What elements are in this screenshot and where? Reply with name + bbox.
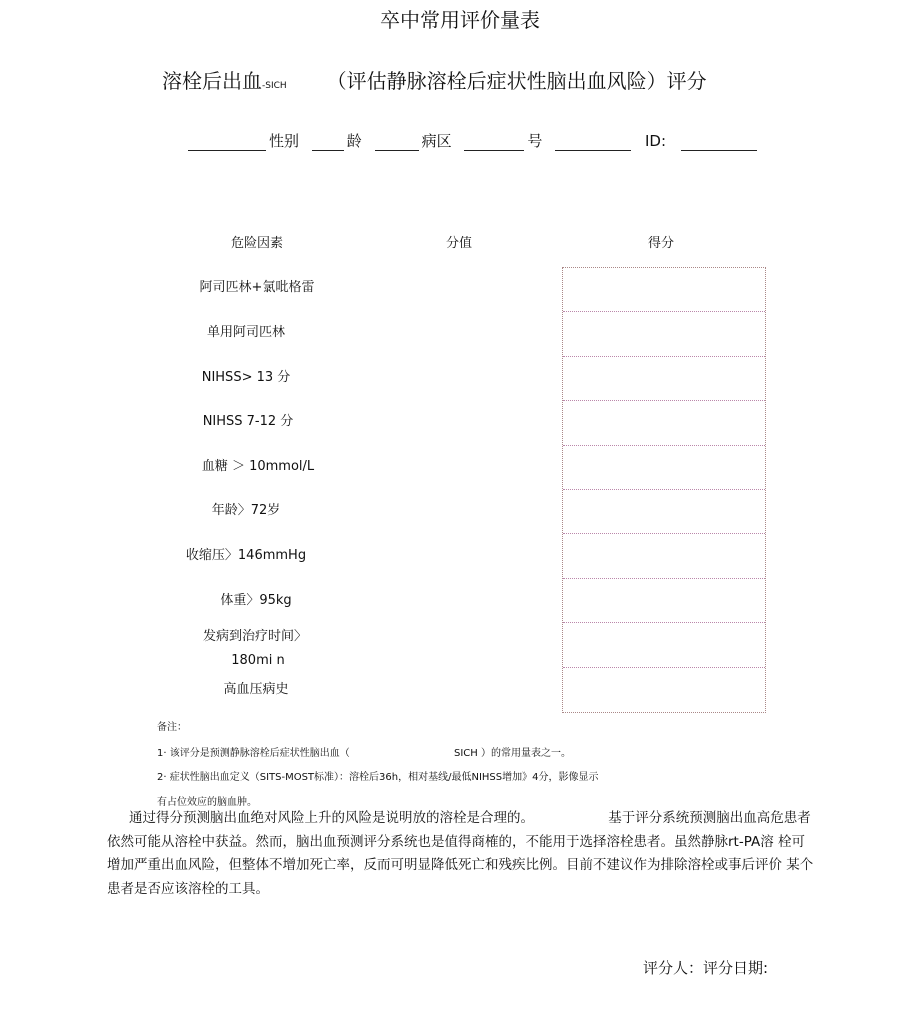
name-field[interactable] bbox=[188, 134, 266, 151]
score-cell[interactable] bbox=[563, 490, 765, 534]
risk-factor: 单用阿司匹林 bbox=[206, 325, 286, 340]
score-cell[interactable] bbox=[563, 668, 765, 712]
score-cell[interactable] bbox=[563, 357, 765, 401]
body-paragraph: 通过得分预测脑出血绝对风险上升的风险是说明放的溶栓是合理的。 基于评分系统预测脑出血高危患者依然可能从溶栓中获益。然而，脑出血预测评分系统也是值得商榷的，不能用于选择溶栓患者。虽然静脉rt-PA溶 栓可增加严重出血风险，但整体不增加死亡率，反而可明显降低死亡和残疾比例。目前不建议作为排除溶栓或事后评价 某个患者是否应该溶栓的工具。 bbox=[107, 810, 814, 897]
risk-factor: 体重〉95kg bbox=[220, 593, 292, 608]
header-score-value: 分值 bbox=[445, 236, 473, 251]
note-2: 2· 症状性脑出血定义（SITS-MOST标准）：溶栓后36h，相对基线/最低NIHSS增加》4分，影像显示 bbox=[157, 772, 599, 783]
subtitle-abbr: -SICH bbox=[262, 81, 287, 91]
gender-field[interactable] bbox=[312, 134, 344, 151]
score-cell[interactable] bbox=[563, 401, 765, 445]
header-score: 得分 bbox=[647, 236, 675, 251]
signature-line: 评分人：评分日期: bbox=[643, 959, 769, 977]
risk-factor: 180mi n bbox=[231, 653, 285, 668]
risk-factor: 收缩压〉146mmHg bbox=[185, 548, 307, 563]
scale-subtitle bbox=[162, 65, 707, 94]
score-cell[interactable] bbox=[563, 312, 765, 356]
subtitle-main: 溶栓后出血 bbox=[162, 69, 262, 93]
risk-factor: NIHSS 7-12 分 bbox=[202, 414, 294, 429]
note-2-cont: 有占位效应的脑血肿。 bbox=[157, 797, 257, 808]
number-field[interactable] bbox=[555, 134, 631, 151]
patient-info-line bbox=[188, 130, 760, 151]
risk-factor: 年龄〉72岁 bbox=[211, 503, 281, 518]
risk-factor: 阿司匹林+氯吡格雷 bbox=[199, 280, 315, 295]
risk-factor: 发病到治疗时间〉 bbox=[202, 629, 308, 644]
note-1b: SICH ）的常用量表之一。 bbox=[454, 748, 571, 759]
id-field[interactable] bbox=[681, 134, 757, 151]
gender-label: 性别 bbox=[269, 132, 300, 150]
score-cell[interactable] bbox=[563, 268, 765, 312]
number-label: 号 bbox=[527, 132, 543, 150]
subtitle-desc: （评估静脉溶栓后症状性脑出血风险）评分 bbox=[326, 69, 707, 93]
risk-factor: 高血压病史 bbox=[223, 682, 289, 697]
score-cell[interactable] bbox=[563, 446, 765, 490]
risk-factor: 血糖 ＞ 10mmol/L bbox=[201, 459, 315, 474]
score-cell[interactable] bbox=[563, 579, 765, 623]
age-label: 龄 bbox=[346, 132, 362, 150]
notes-heading: 备注： bbox=[157, 722, 187, 733]
score-column bbox=[562, 267, 766, 713]
age-field[interactable] bbox=[375, 134, 419, 151]
ward-label: 病区 bbox=[421, 132, 452, 150]
ward-field[interactable] bbox=[464, 134, 524, 151]
score-cell[interactable] bbox=[563, 534, 765, 578]
risk-factor: NIHSS> 13 分 bbox=[201, 370, 291, 385]
header-risk-factor: 危险因素 bbox=[230, 236, 284, 251]
score-cell[interactable] bbox=[563, 623, 765, 667]
note-1a: 1· 该评分是预测静脉溶栓后症状性脑出血（ bbox=[157, 748, 350, 759]
id-label: ID: bbox=[644, 132, 666, 150]
page-title: 卒中常用评价量表 bbox=[380, 8, 540, 32]
